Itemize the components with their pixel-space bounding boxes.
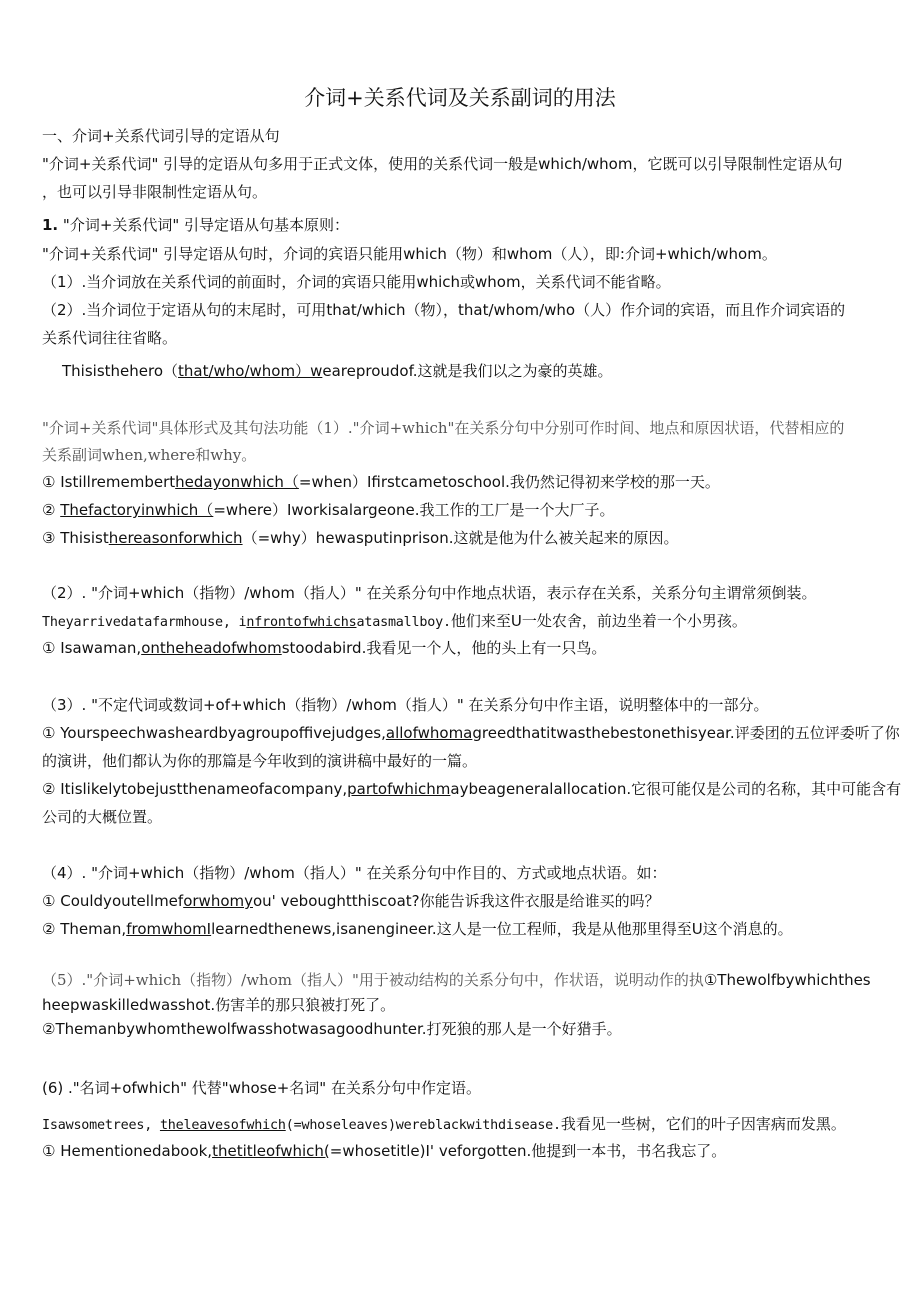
example-text: aybeageneralallocation.它很可能仅是公司的名称，其中可能含有 [450, 780, 902, 798]
part5-heading [42, 970, 871, 990]
example-translation: 他们来至U一处农舍，前边坐着一个小男孩。 [450, 612, 747, 630]
example-text: =whosetitle)I' veforgotten.他提到一本书，书名我忘了。 [329, 1142, 727, 1160]
example-text: atasmallboy. [356, 615, 451, 630]
principle-heading-text: "介词+关系代词" 引导定语从句基本原则： [62, 216, 350, 234]
principle-rule: "介词+关系代词" 引导定语从句时，介词的宾语只能用which（物）和whom（人），即:介词+which/whom。 [42, 245, 777, 263]
example-underlined: thetitleofwhich( [212, 1142, 330, 1160]
part2-example-2 [42, 638, 606, 658]
example-text: ③ Thisist [42, 529, 109, 547]
part6-example-2 [42, 1141, 726, 1161]
part5-example-2: ②Themanbywhomthewolfwasshotwasagoodhunter.打死狼的那人是一个好猎手。 [42, 1020, 622, 1038]
example-text: stoodabird.我看见一个人，他的头上有一只鸟。 [281, 639, 607, 657]
forms-intro-line2: 关系副词when,where和why。 [42, 446, 257, 464]
example-text: ② Theman, [42, 920, 127, 938]
example-text: ① Istillremembert [42, 473, 176, 491]
example-underlined: ontheheadofwhom [141, 639, 282, 657]
part5-heading-text: （5）."介词+which（指物）/whom（指人）"用于被动结构的关系分句中，作状语，说明动作的执 [42, 971, 704, 989]
part4-example-2 [42, 919, 793, 939]
principle-heading [42, 215, 349, 235]
example-text: =where）Iworkisalargeone.我工作的工厂是一个大厂子。 [213, 501, 615, 519]
principle-number: 1. [42, 216, 59, 234]
part3-example-2 [42, 779, 901, 799]
principle-point-1: （1）.当介词放在关系代词的前面时，介词的宾语只能用which或whom，关系代词不能省略。 [42, 273, 671, 291]
example-underlined: fromwhomI [126, 920, 212, 938]
example-text: Thisisthehero（ [62, 362, 179, 380]
part3-example-1 [42, 723, 900, 743]
intro-paragraph-line1: "介词+关系代词" 引导的定语从句多用于正式文体，使用的关系代词一般是which/whom，它既可以引导限制性定语从句 [42, 155, 843, 173]
forms-example-3 [42, 528, 679, 548]
principle-point-2-line2: 关系代词往往省略。 [42, 329, 178, 347]
intro-paragraph-line2: ，也可以引导非限制性定语从句。 [42, 183, 268, 201]
example-text: ① Yourspeechwasheardbyagroupoffivejudges, [42, 724, 386, 742]
example-text: Isawsometrees, [42, 1118, 160, 1133]
example-underlined: nfrontofwhichs [246, 615, 357, 630]
example-text: learnedthenews,isanengineer.这人是一位工程师，我是从他那里得至U这个消息的。 [211, 920, 793, 938]
part3-example-2-cont: 公司的大概位置。 [42, 808, 163, 826]
forms-example-1 [42, 472, 720, 492]
example-text: Theyarrivedatafarmhouse, i [42, 615, 247, 630]
forms-example-2 [42, 500, 615, 520]
part3-heading: （3）. "不定代词或数词+of+which（指物）/whom（指人）" 在关系分句中作主语，说明整体中的一部分。 [42, 696, 769, 714]
example-underlined: Thefactoryinwhich（ [60, 501, 214, 519]
section-heading: 一、介词+关系代词引导的定语从句 [42, 127, 280, 145]
example-text: ou' veboughtthiscoat?你能告诉我这件衣服是给谁买的吗？ [253, 892, 660, 910]
example-text: ① Isawaman, [42, 639, 142, 657]
part6-example-1 [42, 1114, 846, 1136]
example-underlined: partofwhichm [347, 780, 451, 798]
example-underlined: hedayonwhich（ [175, 473, 299, 491]
example-text: ① Couldyoutellmef [42, 892, 184, 910]
example-text: ①Thewolfbywhichthes [703, 971, 871, 989]
forms-intro-line1: "介词+关系代词"具体形式及其句法功能（1）."介词+which"在关系分句中分别可作时间、地点和原因状语，代替相应的 [42, 419, 845, 437]
example-underlined: allofwhoma [385, 724, 473, 742]
example-underlined: orwhomy [183, 892, 253, 910]
example-text: （=why）hewasputinprison.这就是他为什么被关起来的原因。 [242, 529, 679, 547]
part6-heading: (6) ."名词+ofwhich" 代替"whose+名词" 在关系分句中作定语。 [42, 1079, 481, 1097]
example-text: ② [42, 501, 61, 519]
principle-point-2-line1: （2）.当介词位于定语从句的末尾时，可用that/which（物），that/whom/who（人）作介词的宾语，而且作介词宾语的 [42, 301, 846, 319]
example-underlined: theleavesofwhich [159, 1118, 286, 1133]
example-text: eareproudof.这就是我们以之为豪的英雄。 [322, 362, 613, 380]
example-underlined: that/who/whom）w [178, 362, 323, 380]
principle-example [62, 361, 613, 381]
example-text: ① Hementionedabook, [42, 1142, 213, 1160]
example-translation: 我看见一些树，它们的叶子因害病而发黑。 [560, 1115, 846, 1133]
example-text: greedthatitwasthebestonethisyear.评委团的五位评委听了你 [472, 724, 900, 742]
page-title: 介词+关系代词及关系副词的用法 [304, 86, 616, 110]
part4-heading: （4）. "介词+which（指物）/whom（指人）" 在关系分句中作目的、方式或地点状语。如： [42, 864, 667, 882]
part2-heading: （2）. "介词+which（指物）/whom（指人）" 在关系分句中作地点状语，表示存在关系，关系分句主谓常须倒装。 [42, 584, 817, 602]
part4-example-1 [42, 891, 660, 911]
part2-example-1 [42, 611, 747, 633]
example-text: (=whoseleaves)wereblackwithdisease. [285, 1118, 561, 1133]
example-text: ② Itislikelytobejustthenameofacompany, [42, 780, 348, 798]
example-text: =when）Ifirstcametoschool.我仍然记得初来学校的那一天。 [298, 473, 720, 491]
example-underlined: hereasonforwhich [108, 529, 243, 547]
part5-example-1-cont: heepwaskilledwasshot.伤害羊的那只狼被打死了。 [42, 996, 396, 1014]
part3-example-1-cont: 的演讲，他们都认为你的那篇是今年收到的演讲稿中最好的一篇。 [42, 752, 478, 770]
